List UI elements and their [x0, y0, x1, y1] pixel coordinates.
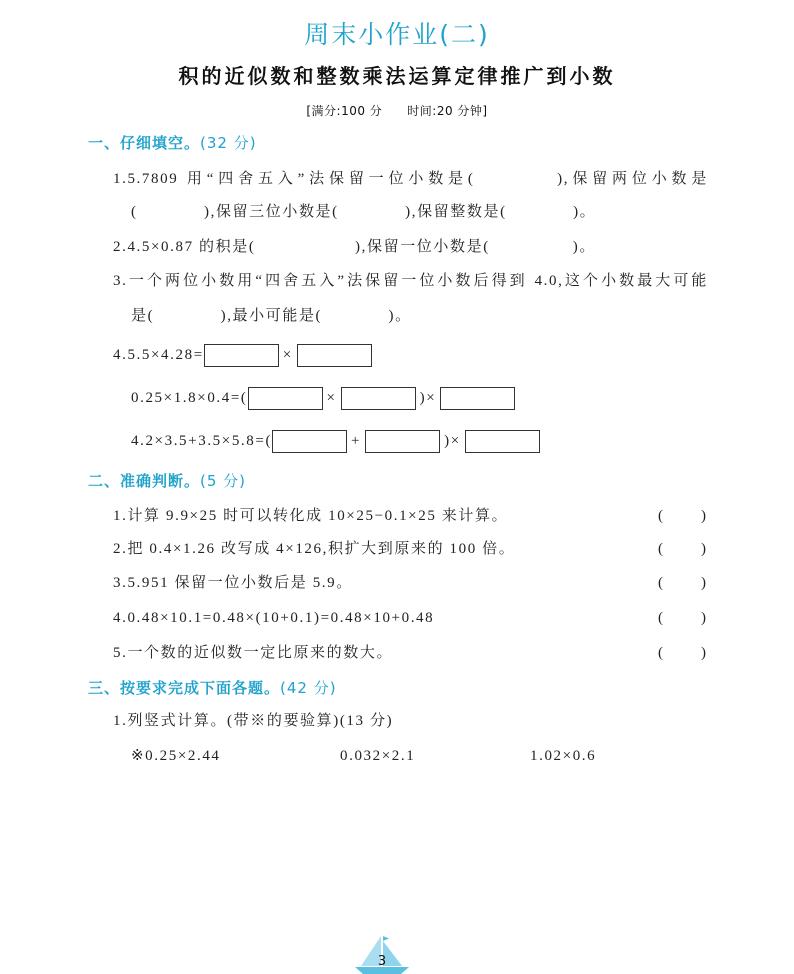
equation-text: 4.5.5×4.28= [113, 347, 204, 363]
equation-text: 4.2×3.5+3.5×5.8=( [131, 433, 273, 449]
calculation-problem: ※0.25×2.44 [131, 748, 221, 764]
judgment-text: 2.把 0.4×1.26 改写成 4×126,积扩大到原来的 100 倍。 [113, 541, 516, 557]
answer-box [248, 387, 323, 410]
question-prompt: 1.列竖式计算。(带※的要验算)(13 分) [113, 713, 394, 729]
equation-row [113, 343, 372, 367]
answer-bracket [658, 606, 706, 630]
section-heading-label: 三、按要求完成下面各题。 [88, 679, 281, 697]
operator-sign: + [351, 433, 362, 449]
section-heading-label: 二、准确判断。 [88, 472, 201, 490]
page-number: 3 [377, 954, 387, 969]
answer-bracket [658, 537, 706, 561]
bracket-close: ) [701, 508, 706, 524]
answer-box [365, 430, 440, 453]
section-score: (5 分) [200, 472, 247, 490]
answer-box [440, 387, 515, 410]
operator-sign: )× [419, 390, 437, 406]
equation-row [131, 429, 540, 453]
equation-row [131, 386, 515, 410]
question-line: ( ),保留三位小数是( ),保留整数是( )。 [131, 204, 597, 220]
bracket-open: ( [658, 508, 663, 524]
bracket-close: ) [701, 645, 706, 661]
worksheet-subtitle: 积的近似数和整数乘法运算定律推广到小数 [178, 64, 616, 88]
section-score: (32 分) [200, 134, 257, 152]
answer-box [341, 387, 416, 410]
answer-bracket [658, 641, 706, 665]
section-heading-tasks [88, 676, 337, 700]
judgment-text: 3.5.951 保留一位小数后是 5.9。 [113, 575, 353, 591]
judgment-text: 1.计算 9.9×25 时可以转化成 10×25−0.1×25 来计算。 [113, 508, 509, 524]
answer-bracket [658, 571, 706, 595]
calculation-problem: 0.032×2.1 [340, 748, 416, 764]
section-heading-label: 一、仔细填空。 [88, 134, 201, 152]
bracket-close: ) [701, 541, 706, 557]
bracket-close: ) [701, 610, 706, 626]
operator-sign: )× [444, 433, 461, 449]
answer-box [297, 344, 372, 367]
bracket-open: ( [658, 610, 663, 626]
worksheet-title: 周末小作业(二) [304, 20, 490, 49]
bracket-open: ( [658, 541, 663, 557]
answer-box [272, 430, 347, 453]
section-heading-fill-blanks [88, 131, 257, 155]
answer-bracket [658, 504, 706, 528]
judgment-text: 5.一个数的近似数一定比原来的数大。 [113, 645, 394, 661]
score-time-info: [满分:100 分 时间:20 分钟] [306, 104, 488, 118]
section-score: (42 分) [280, 679, 337, 697]
question-line: 3.一个两位小数用“四舍五入”法保留一位小数后得到 4.0,这个小数最大可能 [113, 273, 708, 289]
judgment-text: 4.0.48×10.1=0.48×(10+0.1)=0.48×10+0.48 [113, 610, 435, 626]
operator-sign: × [282, 347, 293, 363]
answer-box [465, 430, 540, 453]
bracket-close: ) [701, 575, 706, 591]
equation-text: 0.25×1.8×0.4=( [131, 390, 248, 406]
question-line: 2.4.5×0.87 的积是( ),保留一位小数是( )。 [113, 239, 596, 255]
question-line: 1.5.7809 用“四舍五入”法保留一位小数是( ),保留两位小数是 [113, 171, 708, 187]
calculation-problem: 1.02×0.6 [530, 748, 597, 764]
bracket-open: ( [658, 575, 663, 591]
answer-box [204, 344, 279, 367]
bracket-open: ( [658, 645, 663, 661]
operator-sign: × [326, 390, 337, 406]
section-heading-judgment [88, 469, 246, 493]
page-number-badge [350, 935, 414, 974]
question-line: 是( ),最小可能是( )。 [131, 308, 412, 324]
